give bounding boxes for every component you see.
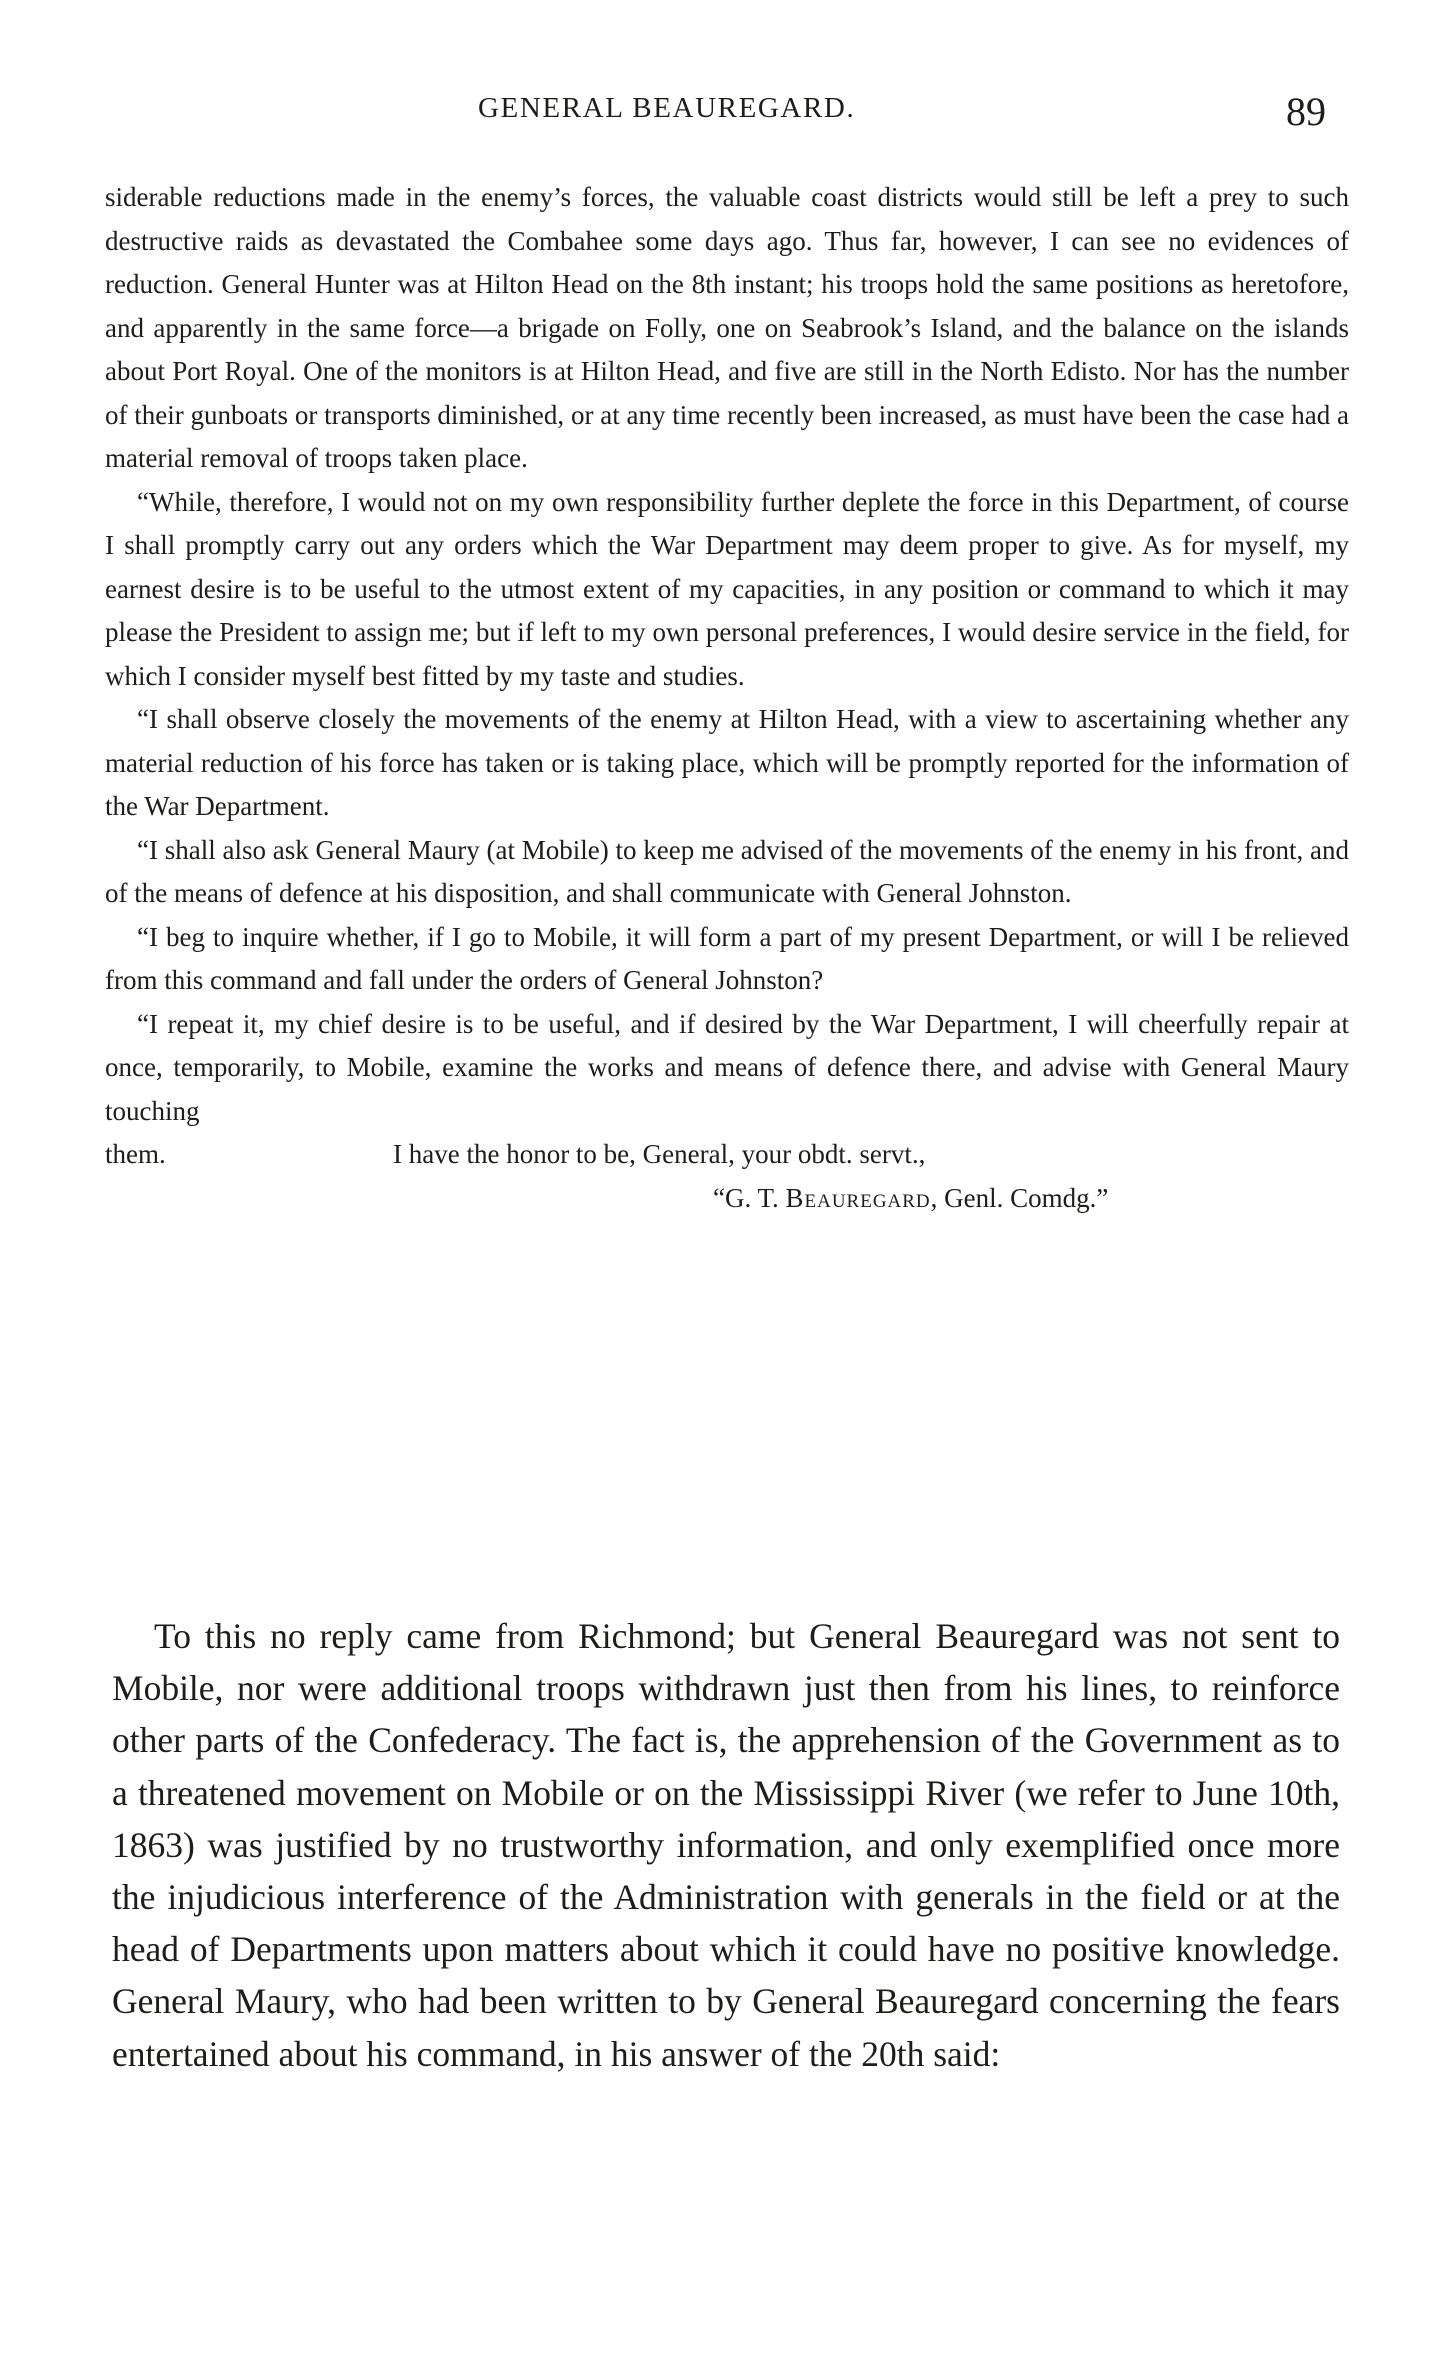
page-number: 89	[1286, 89, 1326, 134]
running-title: GENERAL BEAUREGARD.	[478, 92, 856, 124]
letter-paragraph: “I repeat it, my chief desire is to be useful, and if desired by the War Department, I will cheerfully repair at once, temporarily, to Mobile, examine the works and means of defence there, and advise with General Maury touching	[105, 1008, 1349, 1126]
letter-paragraph: “I shall also ask General Maury (at Mobile) to keep me advised of the movements of the enemy in his front, and of the means of defence at his disposition, and shall communicate with General Johnston.	[105, 834, 1349, 908]
signature-name: Beauregard	[785, 1182, 931, 1213]
letter-paragraph: “While, therefore, I would not on my own responsibility further deplete the force in this Department, of course I shall promptly carry out any orders which the War Department may deem proper to give. As for myself, my earnest desire is to be useful to the utmost extent of my capacities, in any position or command to which it may please the President to assign me; but if left to my own personal preferences, I would desire service in the field, for which I consider myself best fitted by my taste and studies.	[105, 486, 1349, 691]
signature-rest: , Genl. Comdg.”	[930, 1182, 1109, 1213]
letter-paragraph: “I shall observe closely the movements of the enemy at Hilton Head, with a view to ascertaining whether any material reduction of his force has taken or is taking place, which will be promptly reported for the information of the War Department.	[105, 704, 1349, 821]
letter-paragraph: “I beg to inquire whether, if I go to Mobile, it will form a part of my present Department, or will I be relieved from this command and fall under the orders of General Johnston?	[105, 921, 1349, 995]
running-head	[0, 89, 1453, 142]
closing-phrase: I have the honor to be, General, your obdt. servt.,	[393, 1139, 926, 1169]
signature	[713, 1177, 1108, 1221]
letter-paragraph: siderable reductions made in the enemy’s forces, the valuable coast districts would still be left a prey to such destructive raids as devastated the Combahee some days ago. Thus far, however, I can see no evidences of reduction. General Hunter was at Hilton Head on the 8th instant; his troops hold the same positions as heretofore, and apparently in the same force—a brigade on Folly, one on Seabrook’s Island, and the balance on the islands about Port Royal. One of the monitors is at Hilton Head, and five are still in the North Edisto. Nor has the number of their gunboats or transports diminished, or at any time recently been increased, as must have been the case had a material removal of troops taken place.	[105, 182, 1349, 473]
closing-word: them.	[105, 1139, 166, 1169]
signature-open: “G. T.	[713, 1182, 786, 1213]
quoted-letter	[105, 176, 1349, 1220]
narrative-paragraph: To this no reply came from Richmond; but General Beauregard was not sent to Mobile, nor were additional troops withdrawn just then from his lines, to reinforce other parts of the Confederacy. The fact is, the apprehension of the Government as to a threatened movement on Mobile or on the Mississippi River (we refer to June 10th, 1863) was justified by no trustworthy information, and only exemplified once more the injudicious interference of the Administration with generals in the field or at the head of Departments upon matters about which it could have no positive knowledge. General Maury, who had been written to by General Beauregard concerning the fears entertained about his command, in his answer of the 20th said:	[112, 1616, 1340, 2074]
narrative-text	[112, 1610, 1340, 2080]
letter-closing	[105, 1133, 1349, 1220]
